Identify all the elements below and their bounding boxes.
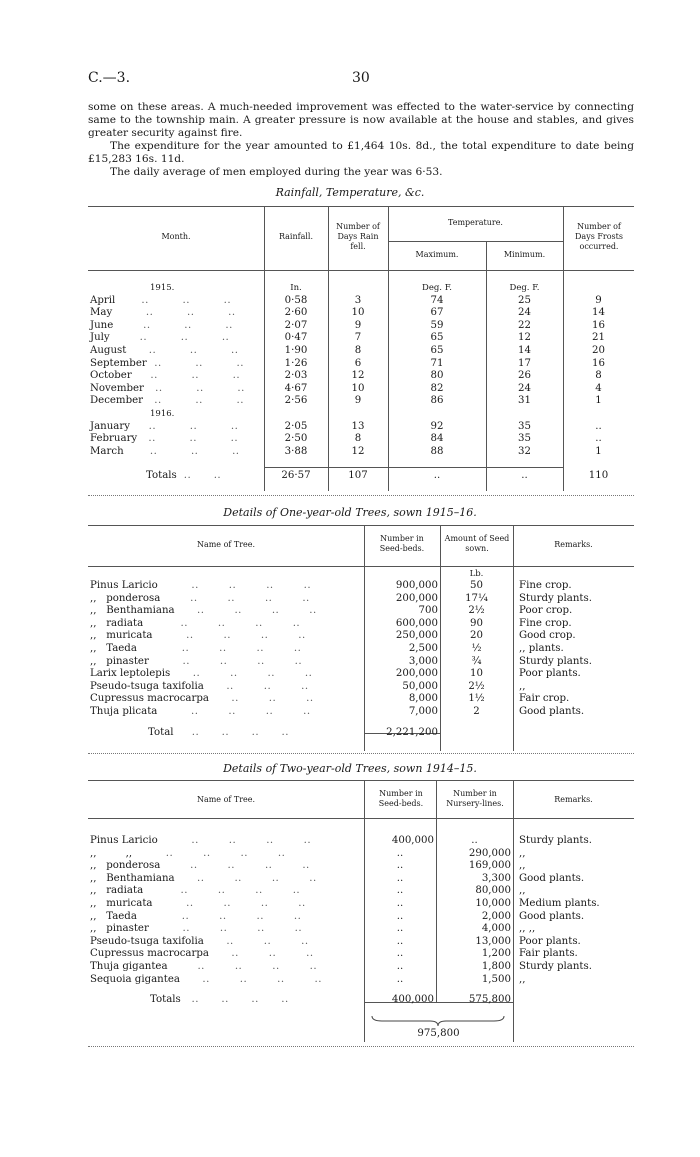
table-row <box>88 656 634 669</box>
raindays-cell: 6 <box>354 357 362 369</box>
min-temp-cell: 35 <box>518 420 531 432</box>
total-seedbeds: 2,221,200 <box>386 726 438 738</box>
label-text: ,, Benthamiana <box>90 605 175 617</box>
month-cell: March .. .. .. <box>90 445 240 457</box>
month-cell: May .. .. .. <box>90 307 236 319</box>
weather-totals-row <box>88 470 634 483</box>
label-text: March <box>90 445 124 457</box>
table-row <box>88 320 634 333</box>
seedbeds-cell: .. <box>396 847 404 859</box>
rainfall-cell: 2·07 <box>284 319 308 331</box>
month-cell: July .. .. .. <box>90 332 230 344</box>
seedbeds-cell: 7,000 <box>408 705 438 717</box>
min-temp-cell: 31 <box>518 395 531 407</box>
col-maximum-header: Maximum. <box>415 250 459 259</box>
label-text: ,, pinaster <box>90 923 149 935</box>
rainfall-cell: 1·26 <box>284 357 308 369</box>
remarks-cell: ,, <box>519 847 526 859</box>
table-row <box>88 848 634 861</box>
totals-label: Totals .. .. .. .. <box>150 994 289 1006</box>
remarks-cell: Poor plants. <box>519 668 581 680</box>
label-text: Cupressus macrocarpa <box>90 948 209 960</box>
seedbeds-cell: .. <box>396 960 404 972</box>
max-temp-cell: 80 <box>430 370 444 382</box>
totals-min: .. <box>521 470 528 482</box>
label-text: Sequoia gigantea <box>90 973 180 985</box>
seed-amount-cell: 20 <box>470 630 483 642</box>
label-text: ,, pinaster <box>90 655 149 667</box>
label-text: ,, Taeda <box>90 642 137 654</box>
max-temp-cell: 67 <box>430 307 444 319</box>
tree-name-cell: ,, radiata .. .. .. .. <box>90 885 301 897</box>
table-row <box>88 433 634 446</box>
table-row <box>88 332 634 345</box>
col-nursery-lines-header: Number in Nursery-lines. <box>446 789 504 808</box>
raindays-cell: 12 <box>351 445 365 457</box>
seed-amount-cell: 1½ <box>468 693 485 705</box>
nursery-lines-cell: 4,000 <box>481 923 511 935</box>
seed-amount-cell: ½ <box>471 642 482 654</box>
seedbeds-cell: 3,000 <box>408 655 438 667</box>
seedbeds-cell: 200,000 <box>395 668 438 680</box>
frost-days-cell: 1 <box>595 395 602 407</box>
remarks-cell: Sturdy plants. <box>519 960 592 972</box>
col-rainfall-header: Rainfall. <box>278 232 314 241</box>
temperature-sub-rule <box>388 241 563 242</box>
intro-text <box>88 101 634 179</box>
tree-name-cell: Pseudo-tsuga taxifolia .. .. .. <box>90 680 309 692</box>
frost-days-cell: .. <box>595 433 602 445</box>
year-label: 1916. <box>150 408 175 419</box>
frost-days-cell: 8 <box>595 370 602 382</box>
two-year-caption: Details of Two-year-old Trees, sown 1914–15. <box>223 762 477 775</box>
month-cell: February .. .. .. <box>90 433 239 445</box>
label-text: April <box>90 294 116 306</box>
seed-amount-cell: 2½ <box>468 680 485 692</box>
max-temp-cell: 59 <box>430 319 444 331</box>
frost-days-cell: 4 <box>595 382 602 394</box>
col-remarks-header: Remarks. <box>554 795 593 804</box>
nursery-lines-cell: 3,300 <box>481 872 511 884</box>
raindays-cell: 7 <box>354 332 362 344</box>
min-temp-cell: 14 <box>518 344 531 356</box>
table-row <box>88 911 634 924</box>
year-label: 1915. <box>150 283 175 293</box>
max-temp-cell: 82 <box>430 382 444 394</box>
frost-days-cell: 16 <box>592 319 605 331</box>
seed-amount-cell: 50 <box>470 580 483 591</box>
nursery-lines-cell: .. <box>471 835 478 846</box>
month-cell: April .. .. .. <box>90 294 232 306</box>
label-text: ,, radiata <box>90 617 144 629</box>
totals-seedbeds: 400,000 <box>391 994 434 1006</box>
seed-amount-cell: 17¼ <box>465 592 488 604</box>
label-text: February <box>90 433 138 445</box>
remarks-cell: Good plants. <box>519 910 585 922</box>
seedbeds-cell: .. <box>396 973 404 985</box>
tree-name-cell: ,, ,, .. .. .. .. <box>90 847 286 859</box>
label-text: ,, ,, <box>90 847 133 859</box>
min-temp-cell: 12 <box>518 332 531 344</box>
max-temp-cell: 88 <box>430 445 444 457</box>
tree-name-cell: Cupressus macrocarpa .. .. .. <box>90 693 314 705</box>
remarks-cell: ,, <box>519 973 526 985</box>
label-text: December <box>90 395 144 407</box>
raindays-cell: 10 <box>351 382 365 394</box>
table-row <box>88 630 634 643</box>
weather-bottom-rule <box>88 495 634 496</box>
remarks-cell: Sturdy plants. <box>519 592 592 604</box>
tree-name-cell: Thuja plicata .. .. .. .. <box>90 705 311 717</box>
one-year-caption: Details of One-year-old Trees, sown 1915–16. <box>223 506 477 519</box>
label-text: Thuja plicata <box>90 705 158 717</box>
total-label: Total .. .. .. .. <box>148 726 289 738</box>
rainfall-cell: 0·58 <box>284 294 308 306</box>
table-row <box>88 706 634 719</box>
tree-name-cell: ,, ponderosa .. .. .. .. <box>90 860 310 872</box>
grand-total-brace <box>370 1014 506 1028</box>
seed-amount-cell: 10 <box>470 668 483 680</box>
table-row <box>88 618 634 631</box>
remarks-cell: ,, ,, <box>519 923 536 935</box>
frost-days-cell: 1 <box>595 445 602 457</box>
tree-name-cell: Pseudo-tsuga taxifolia .. .. .. <box>90 935 309 947</box>
remarks-cell: Poor plants. <box>519 935 581 947</box>
one-year-table <box>88 580 634 739</box>
paragraph-2: The expenditure for the year amounted to £1,464 10s. 8d., the total expenditure to date being £15,283 16s. 11d. <box>88 140 634 165</box>
col-frosts-header: Number of Days Frosts occurred. <box>575 222 623 251</box>
label-text: ,, Taeda <box>90 910 137 922</box>
table-row <box>88 974 634 987</box>
seedbeds-cell: .. <box>396 923 404 935</box>
nursery-lines-cell: 169,000 <box>468 860 511 872</box>
table-row <box>88 421 634 434</box>
rainfall-cell: 0·47 <box>284 332 308 344</box>
col-month-header: Month. <box>161 232 191 241</box>
tree-name-cell: ,, Benthamiana .. .. .. .. <box>90 872 317 884</box>
label-text: ,, Benthamiana <box>90 872 175 884</box>
seed-amount-cell: ¾ <box>471 655 482 667</box>
raindays-cell: 9 <box>354 395 362 407</box>
table-row <box>88 936 634 949</box>
remarks-cell: Poor crop. <box>519 605 573 617</box>
frost-days-cell: 20 <box>592 344 605 356</box>
remarks-cell: Fair crop. <box>519 693 570 705</box>
max-temp-cell: 65 <box>430 332 444 344</box>
remarks-cell: ,, <box>519 680 526 692</box>
two-year-totals-row <box>88 994 634 1007</box>
table-row <box>88 307 634 320</box>
label-text: ,, muricata <box>90 630 153 642</box>
page-number: 30 <box>352 70 370 86</box>
table-row <box>88 643 634 656</box>
table-row <box>88 358 634 371</box>
seed-amount-cell: 2 <box>473 705 480 717</box>
month-cell: December .. .. .. <box>90 395 244 407</box>
min-temp-cell: 25 <box>518 294 531 306</box>
min-temp-cell: 35 <box>518 433 531 445</box>
remarks-cell: ,, <box>519 860 526 872</box>
rainfall-cell: 1·90 <box>284 344 308 356</box>
grand-total: 975,800 <box>417 1028 460 1039</box>
tree-name-cell: Larix leptolepis .. .. .. .. <box>90 668 313 680</box>
month-cell: September .. .. .. <box>90 357 244 369</box>
seedbeds-cell: .. <box>396 935 404 947</box>
label-text: Larix leptolepis <box>90 668 171 680</box>
frost-days-cell: 16 <box>592 357 605 369</box>
col-seedbeds-header: Number in Seed-beds. <box>378 789 424 808</box>
weather-caption: Rainfall, Temperature, &c. <box>275 186 425 199</box>
nursery-lines-cell: 290,000 <box>468 847 511 859</box>
unit-max: Deg. F. <box>422 283 452 293</box>
totals-frost: 110 <box>588 470 609 482</box>
remarks-cell: ,, plants. <box>519 642 564 654</box>
tree-name-cell: ,, Taeda .. .. .. .. <box>90 642 302 654</box>
table-row <box>88 295 634 308</box>
label-text: Cupressus macrocarpa <box>90 693 209 705</box>
col-tree-name-header: Name of Tree. <box>196 795 256 804</box>
nursery-lines-cell: 80,000 <box>475 885 511 897</box>
remarks-cell: ,, <box>519 885 526 897</box>
remarks-cell: Medium plants. <box>519 897 600 909</box>
unit-min: Deg. F. <box>509 283 540 293</box>
one-year-bottom-rule <box>88 753 634 754</box>
table-row <box>88 948 634 961</box>
totals-days: 107 <box>348 470 368 482</box>
tree-name-cell: ,, ponderosa .. .. .. .. <box>90 592 310 604</box>
frost-days-cell: .. <box>595 420 602 432</box>
raindays-cell: 9 <box>354 319 362 331</box>
rainfall-cell: 2·56 <box>284 395 308 407</box>
label-text: October <box>90 370 132 382</box>
label-text: June <box>90 319 114 331</box>
tree-name-cell: ,, pinaster .. .. .. .. <box>90 655 303 667</box>
report-code: C.—3. <box>88 70 131 86</box>
seed-amount-cell: 2½ <box>468 605 485 617</box>
nursery-lines-cell: 2,000 <box>481 910 511 922</box>
table-row <box>88 668 634 681</box>
label-text: July <box>90 332 110 344</box>
label-text: August <box>90 344 127 356</box>
seedbeds-cell: 700 <box>418 605 438 617</box>
table-row <box>88 345 634 358</box>
nursery-lines-cell: 1,800 <box>481 960 511 972</box>
one-year-header-rule <box>88 566 634 567</box>
totals-label: Totals .. .. <box>146 470 222 482</box>
nursery-lines-cell: 13,000 <box>475 935 511 947</box>
table-row <box>88 580 634 593</box>
raindays-cell: 10 <box>351 307 365 319</box>
label-text: Pseudo-tsuga taxifolia <box>90 935 204 947</box>
two-year-bottom-rule <box>88 1046 634 1047</box>
remarks-cell: Good crop. <box>519 630 576 642</box>
label-text: November <box>90 382 144 394</box>
seedbeds-cell: .. <box>396 885 404 897</box>
two-year-header-rule <box>88 818 634 819</box>
month-cell: January .. .. .. <box>90 420 239 432</box>
month-cell: August .. .. .. <box>90 344 239 356</box>
table-row <box>88 898 634 911</box>
col-temperature-header: Temperature. <box>448 218 503 227</box>
frost-days-cell: 14 <box>592 307 605 319</box>
max-temp-cell: 84 <box>430 433 444 445</box>
tree-name-cell: ,, muricata .. .. .. .. <box>90 897 306 909</box>
one-year-total-row <box>88 727 634 740</box>
label-text: Pinus Laricio <box>90 835 158 846</box>
raindays-cell: 12 <box>351 370 365 382</box>
col-remarks-header: Remarks. <box>554 540 593 549</box>
table-row <box>88 961 634 974</box>
remarks-cell: Fine crop. <box>519 580 572 591</box>
col-tree-name-header: Name of Tree. <box>196 540 256 549</box>
seedbeds-cell: 400,000 <box>391 835 434 846</box>
rainfall-cell: 2·03 <box>284 370 308 382</box>
table-row <box>88 446 634 459</box>
max-temp-cell: 65 <box>430 344 444 356</box>
table-row <box>88 395 634 408</box>
table-row <box>88 835 634 848</box>
seedbeds-cell: 50,000 <box>402 680 438 692</box>
remarks-cell: Good plants. <box>519 705 585 717</box>
month-cell: November .. .. .. <box>90 382 245 394</box>
max-temp-cell: 71 <box>430 357 444 369</box>
table-row <box>88 681 634 694</box>
seedbeds-cell: .. <box>396 948 404 960</box>
table-row <box>88 383 634 396</box>
two-year-top-rule <box>88 780 634 781</box>
table-row <box>88 923 634 936</box>
min-temp-cell: 26 <box>518 370 531 382</box>
units-row <box>88 282 634 295</box>
seedbeds-cell: .. <box>396 872 404 884</box>
label-text: Pseudo-tsuga taxifolia <box>90 680 204 692</box>
col-raindays-header: Number of Days Rain fell. <box>336 222 380 251</box>
label-text: Thuja gigantea <box>90 960 168 972</box>
seed-amount-cell: 90 <box>470 617 483 629</box>
weather-header-rule <box>88 270 634 271</box>
totals-rain: 26·57 <box>281 470 311 482</box>
label-text: ,, muricata <box>90 897 153 909</box>
year-row <box>88 408 634 421</box>
raindays-cell: 8 <box>354 433 362 445</box>
remarks-cell: Good plants. <box>519 872 585 884</box>
tree-name-cell: Pinus Laricio .. .. .. .. <box>90 835 312 846</box>
totals-nursery: 575,800 <box>468 994 511 1006</box>
min-temp-cell: 17 <box>518 357 531 369</box>
col-seed-amount-header: Amount of Seed sown. <box>444 534 510 553</box>
month-cell: October .. .. .. <box>90 370 241 382</box>
label-text: January <box>90 420 130 432</box>
two-year-table <box>88 835 634 1007</box>
one-year-top-rule <box>88 525 634 526</box>
tree-name-cell: ,, radiata .. .. .. .. <box>90 617 301 629</box>
table-row <box>88 370 634 383</box>
remarks-cell: Sturdy plants. <box>519 655 592 667</box>
unit-rainfall: In. <box>290 283 302 293</box>
seedbeds-cell: 2,500 <box>408 642 438 654</box>
raindays-cell: 13 <box>351 420 365 432</box>
seedbeds-cell: 200,000 <box>395 592 438 604</box>
table-row <box>88 860 634 873</box>
seedbeds-cell: 900,000 <box>395 580 438 591</box>
col-seedbeds-header: Number in Seed-beds. <box>379 534 425 553</box>
label-text: September <box>90 357 147 369</box>
paragraph-1: some on these areas. A much-needed improvement was effected to the water-service by connecting same to the township main. A greater pressure is now available at the house and stables, and gives greater security against fire. <box>88 101 634 139</box>
min-temp-cell: 24 <box>518 382 531 394</box>
raindays-cell: 8 <box>354 344 362 356</box>
min-temp-cell: 32 <box>518 445 531 457</box>
nursery-lines-cell: 10,000 <box>475 897 511 909</box>
max-temp-cell: 74 <box>430 294 444 306</box>
raindays-cell: 3 <box>354 294 362 306</box>
seedbeds-cell: 600,000 <box>395 617 438 629</box>
label-text: ,, radiata <box>90 885 144 897</box>
label-text: May <box>90 307 113 319</box>
frost-days-cell: 9 <box>595 294 602 306</box>
tree-name-cell: Pinus Laricio .. .. .. .. <box>90 580 312 591</box>
label-text: ,, ponderosa <box>90 592 161 604</box>
tree-name-cell: Sequoia gigantea .. .. .. .. <box>90 973 322 985</box>
table-row <box>88 873 634 886</box>
rainfall-cell: 2·60 <box>284 307 308 319</box>
min-temp-cell: 24 <box>518 307 531 319</box>
totals-max: .. <box>433 470 441 482</box>
max-temp-cell: 86 <box>430 395 444 407</box>
rainfall-cell: 3·88 <box>284 445 308 457</box>
tree-name-cell: ,, pinaster .. .. .. .. <box>90 923 303 935</box>
seedbeds-cell: .. <box>396 897 404 909</box>
seedbeds-cell: .. <box>396 860 404 872</box>
label-text: Pinus Laricio <box>90 580 158 591</box>
min-temp-cell: 22 <box>518 319 531 331</box>
seedbeds-cell: 250,000 <box>395 630 438 642</box>
rainfall-cell: 2·50 <box>284 433 308 445</box>
seedbeds-cell: .. <box>396 910 404 922</box>
tree-name-cell: Thuja gigantea .. .. .. .. <box>90 960 318 972</box>
label-text: ,, ponderosa <box>90 860 161 872</box>
unit-lb: Lb. <box>469 569 484 579</box>
tree-name-cell: ,, muricata .. .. .. .. <box>90 630 306 642</box>
paragraph-3: The daily average of men employed during the year was 6·53. <box>110 166 443 178</box>
seedbeds-cell: 8,000 <box>408 693 438 705</box>
frost-days-cell: 21 <box>592 332 605 344</box>
remarks-cell: Fair plants. <box>519 948 578 960</box>
tree-name-cell: ,, Taeda .. .. .. .. <box>90 910 302 922</box>
tree-name-cell: ,, Benthamiana .. .. .. .. <box>90 605 317 617</box>
nursery-lines-cell: 1,200 <box>481 948 511 960</box>
table-row <box>88 693 634 706</box>
weather-top-rule <box>88 206 634 207</box>
remarks-cell: Fine crop. <box>519 617 572 629</box>
rainfall-cell: 4·67 <box>284 382 308 394</box>
table-row <box>88 885 634 898</box>
remarks-cell: Sturdy plants. <box>519 835 592 846</box>
max-temp-cell: 92 <box>430 420 444 432</box>
month-cell: June .. .. .. <box>90 319 233 331</box>
tree-name-cell: Cupressus macrocarpa .. .. .. <box>90 948 314 960</box>
nursery-lines-cell: 1,500 <box>481 973 511 985</box>
col-minimum-header: Minimum. <box>503 250 546 259</box>
table-row <box>88 605 634 618</box>
table-row <box>88 593 634 606</box>
weather-table <box>88 282 634 483</box>
rainfall-cell: 2·05 <box>284 420 308 432</box>
